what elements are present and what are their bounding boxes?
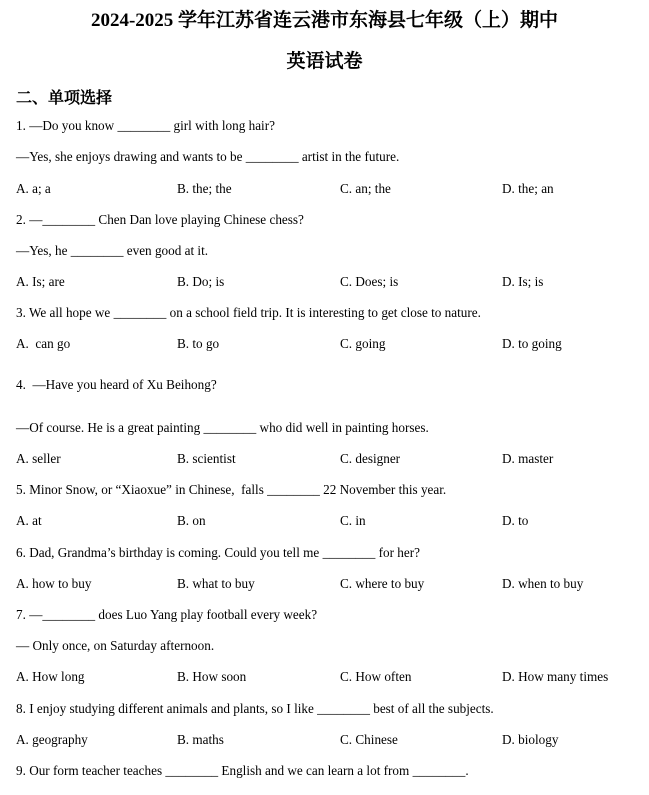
option-c: C. going <box>340 336 386 351</box>
option-c: C. designer <box>340 451 401 466</box>
option-d: D. to <box>502 513 529 528</box>
option-c: C. in <box>340 513 366 528</box>
option-a: A. seller <box>16 451 61 466</box>
option-d: D. to going <box>502 336 562 351</box>
question-9-stem: 9. Our form teacher teaches ________ English and we can learn a lot from ________. <box>16 763 469 778</box>
question-4-reply: —Of course. He is a great painting ________ who did well in painting horses. <box>16 420 429 435</box>
option-c: C. where to buy <box>340 576 425 591</box>
option-a: A. a; a <box>16 181 51 196</box>
option-c: C. an; the <box>340 181 391 196</box>
question-5-stem: 5. Minor Snow, or “Xiaoxue” in Chinese, falls ________ 22 November this year. <box>16 482 447 497</box>
question-3-stem: 3. We all hope we ________ on a school field trip. It is interesting to get close to nature. <box>16 305 481 320</box>
question-4-stem: 4. —Have you heard of Xu Beihong? <box>16 377 217 392</box>
option-b: B. what to buy <box>177 576 255 591</box>
question-7-stem: 7. —________ does Luo Yang play football every week? <box>16 607 318 622</box>
option-c: C. Chinese <box>340 732 398 747</box>
option-a: A. can go <box>16 336 71 351</box>
exam-subtitle: 英语试卷 <box>286 51 363 72</box>
option-c: C. How often <box>340 669 412 684</box>
exam-title: 2024-2025 学年江苏省连云港市东海县七年级（上）期中 <box>90 10 559 31</box>
option-b: B. the; the <box>177 181 232 196</box>
option-b: B. scientist <box>177 451 236 466</box>
option-d: D. biology <box>502 732 559 747</box>
question-2-reply: —Yes, he ________ even good at it. <box>16 243 209 258</box>
option-b: B. maths <box>177 732 224 747</box>
question-2-stem: 2. —________ Chen Dan love playing Chinese chess? <box>16 212 304 227</box>
option-d: D. How many times <box>502 669 609 684</box>
option-d: D. the; an <box>502 181 554 196</box>
option-a: A. at <box>16 513 42 528</box>
option-b: B. How soon <box>177 669 247 684</box>
question-7-reply: — Only once, on Saturday afternoon. <box>16 638 215 653</box>
question-1-stem: 1. —Do you know ________ girl with long hair? <box>16 118 275 133</box>
option-a: A. Is; are <box>16 274 65 289</box>
option-b: B. to go <box>177 336 220 351</box>
option-b: B. Do; is <box>177 274 225 289</box>
question-8-stem: 8. I enjoy studying different animals and plants, so I like ________ best of all the subjects. <box>16 701 494 716</box>
option-a: A. geography <box>16 732 88 747</box>
option-b: B. on <box>177 513 206 528</box>
option-a: A. how to buy <box>16 576 92 591</box>
option-d: D. when to buy <box>502 576 584 591</box>
option-d: D. master <box>502 451 554 466</box>
option-d: D. Is; is <box>502 274 544 289</box>
question-6-stem: 6. Dad, Grandma’s birthday is coming. Could you tell me ________ for her? <box>16 545 420 560</box>
section-heading: 二、单项选择 <box>16 90 113 107</box>
option-c: C. Does; is <box>340 274 399 289</box>
question-1-reply: —Yes, she enjoys drawing and wants to be ________ artist in the future. <box>16 149 400 164</box>
option-a: A. How long <box>16 669 85 684</box>
